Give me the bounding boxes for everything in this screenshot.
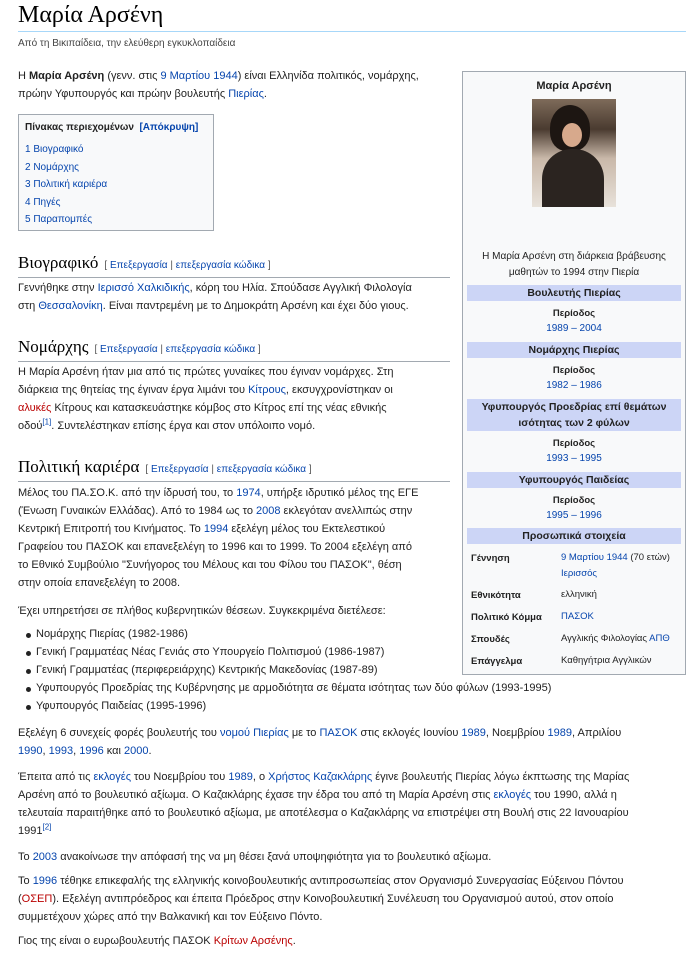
- ierissos-link[interactable]: Ιερισσό Χαλκιδικής: [97, 282, 190, 294]
- year-1989-link[interactable]: 1989: [461, 727, 486, 739]
- year-1989-link[interactable]: 1989: [547, 727, 573, 739]
- year-1996-link[interactable]: 1996: [32, 875, 58, 887]
- nomarch-paragraph: Η Μαρία Αρσένη ήταν μια από τις πρώτες γυναίκες που έγιναν νομάρχες. Στη διάρκεια της θητείας της έγιναν έργα λιμάνι του Κίτρους, εκσυγχρονίστηκαν οι αλυκές Κίτρους και κατασκευάστηκε κόμβος στο Κίτρος επί της νέας εθνικής οδού[1]. Συντελέστηκαν επίσης έργα και στον υπόλοιπο νομό.: [18, 366, 394, 432]
- infobox-section-deputy-minister-presidency: Υφυπουργός Προεδρίας επί θεμάτων ισότητας των 2 φύλων: [467, 399, 681, 431]
- period-label: Περίοδος: [552, 365, 596, 376]
- photo-caption: Η Μαρία Αρσένη στη διάρκεια βράβευσης μαθητών το 1994 στην Πιερία: [482, 251, 666, 278]
- pasok-link[interactable]: ΠΑΣΟΚ: [319, 727, 358, 739]
- auth-link[interactable]: ΑΠΘ: [649, 633, 670, 644]
- toc-toggle-link[interactable]: [Απόκρυψη]: [139, 122, 199, 133]
- toc-item-references[interactable]: 5 Παραπομπές: [25, 214, 93, 225]
- edit-link[interactable]: Επεξεργασία: [109, 260, 168, 271]
- year-1993-link[interactable]: 1993: [48, 745, 74, 757]
- reference-2[interactable]: [2]: [42, 822, 52, 832]
- studies-value: Αγγλικής Φιλολογίας ΑΠΘ: [561, 633, 670, 644]
- nationality-label: Εθνικότητα: [471, 590, 521, 601]
- table-of-contents: [18, 114, 214, 231]
- bsec-paragraph: Το 1996 τέθηκε επικεφαλής της ελληνικής κοινοβουλευτικής αντιπροσωπείας στον Οργανισμό Συνεργασίας Εύξεινου Πόντου (ΟΣΕΠ). Εξελέγη αντιπρόεδρος και έπειτα Πρόεδρος στην Κοινοβουλευτική Συνέλευση του Οργανισμού αυτού, στον οποίο συμμετέχουν χώρες από την Βαλκανική και τον Εύξεινο Πόντο.: [18, 875, 624, 923]
- alykes-link[interactable]: αλυκές: [18, 402, 52, 414]
- heading-career: Πολιτική καριέρα [ Επεξεργασία | επεξεργασία κώδικα ]: [18, 456, 450, 482]
- birthdate-link[interactable]: 9 Μαρτίου 1944: [561, 552, 628, 563]
- infobox: [462, 71, 686, 675]
- kitros-link[interactable]: Κίτρους: [248, 384, 286, 396]
- retirement-paragraph: Το 2003 ανακοίνωσε την απόφασή της να μη θέσει ξανά υποψηφιότητα για το βουλευτικό αξίωμα.: [18, 851, 492, 863]
- party-link[interactable]: ΠΑΣΟΚ: [561, 611, 594, 622]
- pieria-link[interactable]: Πιερίας: [228, 88, 264, 100]
- toc-item-sources[interactable]: 4 Πηγές: [25, 196, 61, 208]
- posts-intro: Έχει υπηρετήσει σε πλήθος κυβερνητικών θέσεων. Συγκεκριμένα διετέλεσε:: [18, 605, 386, 617]
- reference-1[interactable]: [1]: [42, 417, 52, 427]
- period-label: Περίοδος: [552, 308, 596, 319]
- list-item: Υφυπουργός Προεδρίας της Κυβέρνησης με αρμοδιότητα σε θέματα ισότητας των δύο φύλων (1993-1995): [36, 679, 676, 697]
- nationality-value: ελληνική: [561, 589, 597, 600]
- career-paragraph: Μέλος του ΠΑ.ΣΟ.Κ. από την ίδρυσή του, το 1974, υπήρξε ιδρυτικό μέλος της ΕΓΕ (Ένωση Γυναικών Ελλάδας). Από το 1984 ως το 2008 εκλεγόταν ανελλιπώς στην Κεντρική Επιτροπή του Κινήματος. Το 1994 εξελέγη μέλος του Εκτελεστικού Γραφείου του ΠΑΣΟΚ και επανεξελέγη το 1996 και το 1999. Το 2004 εξελέγη από το Εθνικό Συμβούλιο "Συνήγορος του Μέλους και του Φίλου του ΠΑΣΟΚ", θέση στην οποία επανεξελέγη το 2008.: [18, 487, 419, 589]
- kazaklaris-link[interactable]: Χρήστος Καζακλάρης: [268, 771, 373, 783]
- kazaklaris-paragraph: Έπειτα από τις εκλογές του Νοεμβρίου του 1989, ο Χρήστος Καζακλάρης έγινε βουλευτής Πιερίας λόγω έκπτωσης της Μαρίας Αρσένη από το βουλευτικό αξίωμα. Ο Καζακλάρης έχασε την έδρα του από τη Μαρία Αρσένη στις εκλογές του 1990, αλλά η τελευταία παραιτήθηκε από το βουλευτικό αξίωμα, με αποτέλεσμα ο Καζακλάρης να επιστρέψει στη Βουλή στις 22 Ιανουαρίου 1991[2]: [18, 771, 630, 837]
- infobox-section-mp: Βουλευτής Πιερίας: [467, 285, 681, 301]
- birthdate-link[interactable]: 9 Μαρτίου 1944: [160, 70, 238, 82]
- period-link[interactable]: 1982 – 1986: [546, 380, 602, 391]
- elections-paragraph: Εξελέγη 6 συνεχείς φορές βουλευτής του νομού Πιερίας με το ΠΑΣΟΚ στις εκλογές Ιουνίου 1989, Νοεμβρίου 1989, Απριλίου 1990, 1993, 1996 και 2000.: [18, 727, 622, 757]
- intro-paragraph: Η Μαρία Αρσένη (γενν. στις 9 Μαρτίου 1944) είναι Ελληνίδα πολιτικός, νομάρχης, πρώην Υφυπουργός και πρώην βουλευτής Πιερίας.: [18, 70, 419, 100]
- year-2003-link[interactable]: 2003: [32, 851, 58, 863]
- year-1989-link[interactable]: 1989: [228, 771, 253, 783]
- profession-label: Επάγγελμα: [471, 656, 523, 667]
- period-link[interactable]: 1989 – 2004: [546, 323, 602, 334]
- year-1994-link[interactable]: 1994: [203, 523, 229, 535]
- elections-link[interactable]: εκλογές: [93, 771, 131, 783]
- list-item: Νομάρχης Πιερίας (1982-1986): [36, 625, 676, 643]
- elections-link[interactable]: εκλογές: [493, 789, 532, 801]
- toc-item-biography[interactable]: 1 Βιογραφικό: [25, 144, 84, 155]
- edit-link[interactable]: Επεξεργασία: [150, 464, 209, 475]
- infobox-section-personal: Προσωπικά στοιχεία: [467, 528, 681, 544]
- heading-biography: Βιογραφικό [ Επεξεργασία | επεξεργασία κώδικα ]: [18, 252, 450, 278]
- list-item: Γενική Γραμματέας (περιφερειάρχης) Κεντρικής Μακεδονίας (1987-89): [36, 661, 676, 679]
- page-title: Μαρία Αρσένη: [18, 0, 686, 32]
- kriton-arsenis-link[interactable]: Κρίτων Αρσένης: [213, 935, 293, 947]
- studies-label: Σπουδές: [471, 634, 510, 645]
- toc-item-career[interactable]: 3 Πολιτική καριέρα: [25, 179, 108, 190]
- edit-source-link[interactable]: επεξεργασία κώδικα: [216, 464, 307, 475]
- year-1974-link[interactable]: 1974: [236, 487, 261, 499]
- party-label: Πολιτικό Κόμμα: [471, 612, 542, 623]
- period-label: Περίοδος: [552, 438, 596, 449]
- toc-item-nomarch[interactable]: 2 Νομάρχης: [25, 161, 79, 173]
- pieria-prefecture-link[interactable]: νομού Πιερίας: [219, 727, 289, 739]
- infobox-section-deputy-minister-education: Υφυπουργός Παιδείας: [467, 472, 681, 488]
- infobox-title: Μαρία Αρσένη: [536, 80, 612, 92]
- heading-nomarch: Νομάρχης [ Επεξεργασία | επεξεργασία κώδικα ]: [18, 336, 450, 362]
- edit-source-link[interactable]: επεξεργασία κώδικα: [165, 344, 256, 355]
- period-link[interactable]: 1995 – 1996: [546, 510, 602, 521]
- year-1996-link[interactable]: 1996: [79, 745, 104, 757]
- site-tagline: Από τη Βικιπαίδεια, την ελεύθερη εγκυκλοπαίδεια: [18, 38, 236, 49]
- birth-label: Γέννηση: [471, 553, 510, 564]
- year-2008-link[interactable]: 2008: [256, 505, 281, 517]
- list-item: Υφυπουργός Παιδείας (1995-1996): [36, 697, 676, 715]
- year-1990-link[interactable]: 1990: [18, 745, 43, 757]
- subject-name: Μαρία Αρσένη: [29, 70, 105, 82]
- portrait-photo[interactable]: [532, 99, 616, 207]
- edit-link[interactable]: Επεξεργασία: [100, 344, 158, 355]
- osep-link[interactable]: ΟΣΕΠ: [21, 893, 53, 905]
- biography-paragraph: Γεννήθηκε στην Ιερισσό Χαλκιδικής, κόρη του Ηλία. Σπούδασε Αγγλική Φιλολογία στη Θεσσαλονίκη. Είναι παντρεμένη με το Δημοκράτη Αρσένη και έχει δύο γιους.: [18, 282, 412, 312]
- thessaloniki-link[interactable]: Θεσσαλονίκη: [38, 300, 103, 312]
- period-link[interactable]: 1993 – 1995: [546, 453, 602, 464]
- year-2000-link[interactable]: 2000: [123, 745, 149, 757]
- birth-value: 9 Μαρτίου 1944 (70 ετών) Ιερισσός: [561, 552, 670, 579]
- edit-source-link[interactable]: επεξεργασία κώδικα: [175, 260, 266, 271]
- period-label: Περίοδος: [552, 495, 596, 506]
- toc-title: Πίνακας περιεχομένων: [25, 122, 134, 133]
- list-item: Γενική Γραμματέας Νέας Γενιάς στο Υπουργείο Πολιτισμού (1986-1987): [36, 643, 676, 661]
- birthplace-link[interactable]: Ιερισσός: [561, 568, 597, 579]
- son-paragraph: Γιος της είναι ο ευρωβουλευτής ΠΑΣΟΚ Κρίτων Αρσένης.: [18, 935, 296, 947]
- profession-value: Καθηγήτρια Αγγλικών: [561, 655, 652, 666]
- infobox-section-nomarch: Νομάρχης Πιερίας: [467, 342, 681, 358]
